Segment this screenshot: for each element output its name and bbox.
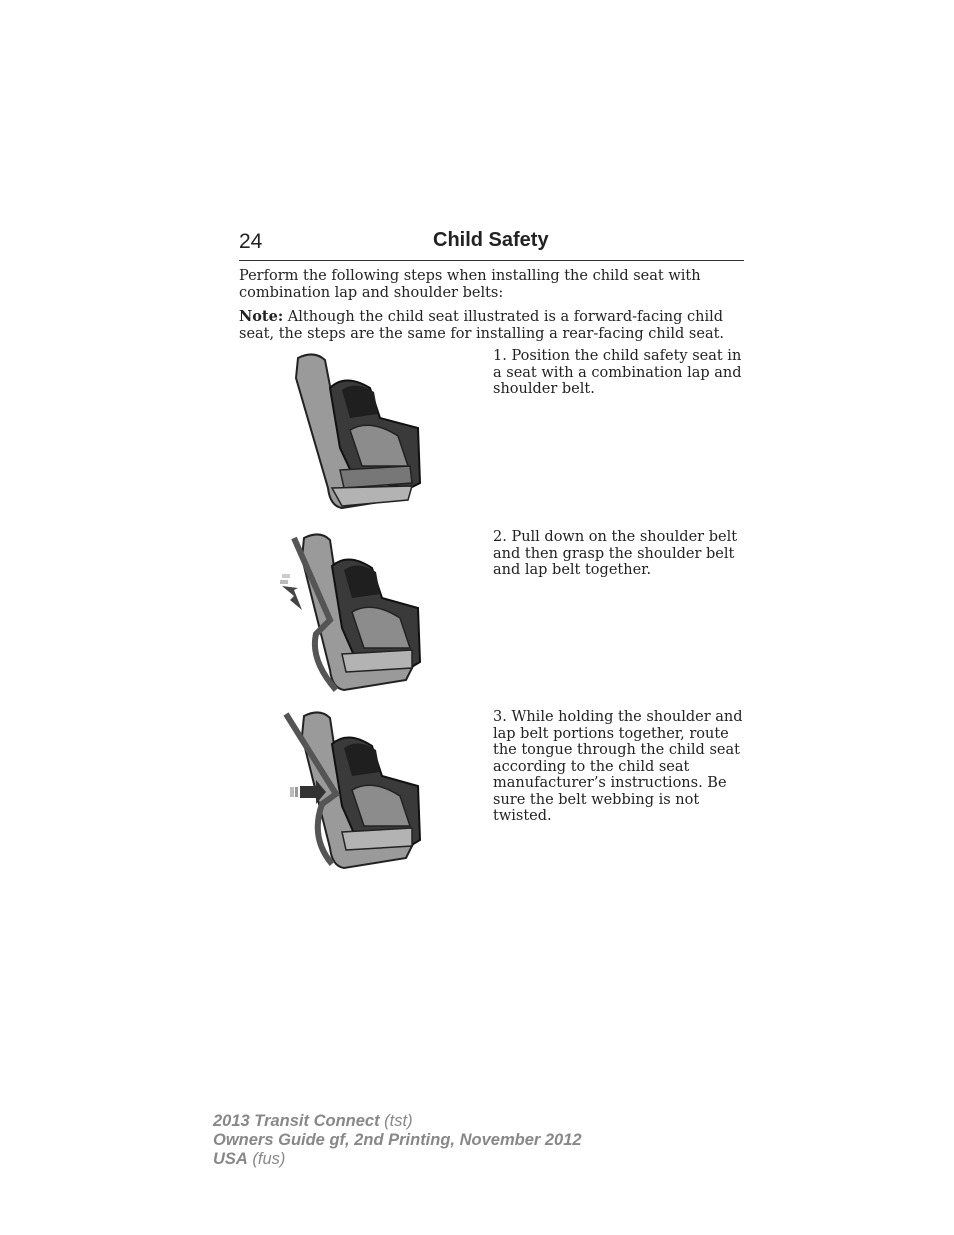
- note-paragraph: [239, 309, 744, 342]
- step-3-text: 3. While holding the shoulder and lap belt portions together, route the tongue through the child seat according to the child seat manufacturer’s instructions. Be sure the belt webbing is not twisted.: [493, 709, 743, 824]
- page-number: 24: [239, 230, 263, 253]
- footer-guide: Owners Guide gf, 2nd Printing, November 2012: [213, 1131, 582, 1149]
- section-title: Child Safety: [433, 229, 549, 251]
- footer-line-1: [213, 1112, 582, 1131]
- child-seat-illustration-step-2: [270, 530, 430, 695]
- footer-vehicle: 2013 Transit Connect: [213, 1112, 380, 1130]
- step-1-text: 1. Position the child safety seat in a seat with a combination lap and shoulder belt.: [493, 348, 742, 397]
- footer-vehicle-code: (tst): [379, 1112, 413, 1130]
- note-label: Note:: [239, 308, 284, 325]
- page-footer: [213, 1112, 582, 1169]
- footer-market: USA: [213, 1150, 248, 1168]
- page-header: [239, 228, 744, 261]
- child-seat-illustration-step-1: [270, 348, 430, 513]
- note-text: Although the child seat illustrated is a forward-facing child seat, the steps are the same for installing a rear-facing child seat.: [239, 309, 725, 342]
- intro-paragraph: Perform the following steps when installing the child seat with combination lap and shoulder belts:: [239, 268, 701, 301]
- footer-line-3: [213, 1150, 582, 1169]
- footer-market-code: (fus): [247, 1150, 286, 1168]
- child-seat-illustration-step-3: [270, 708, 430, 873]
- footer-line-2: [213, 1131, 582, 1150]
- step-2-text: 2. Pull down on the shoulder belt and then grasp the shoulder belt and lap belt together.: [493, 529, 738, 578]
